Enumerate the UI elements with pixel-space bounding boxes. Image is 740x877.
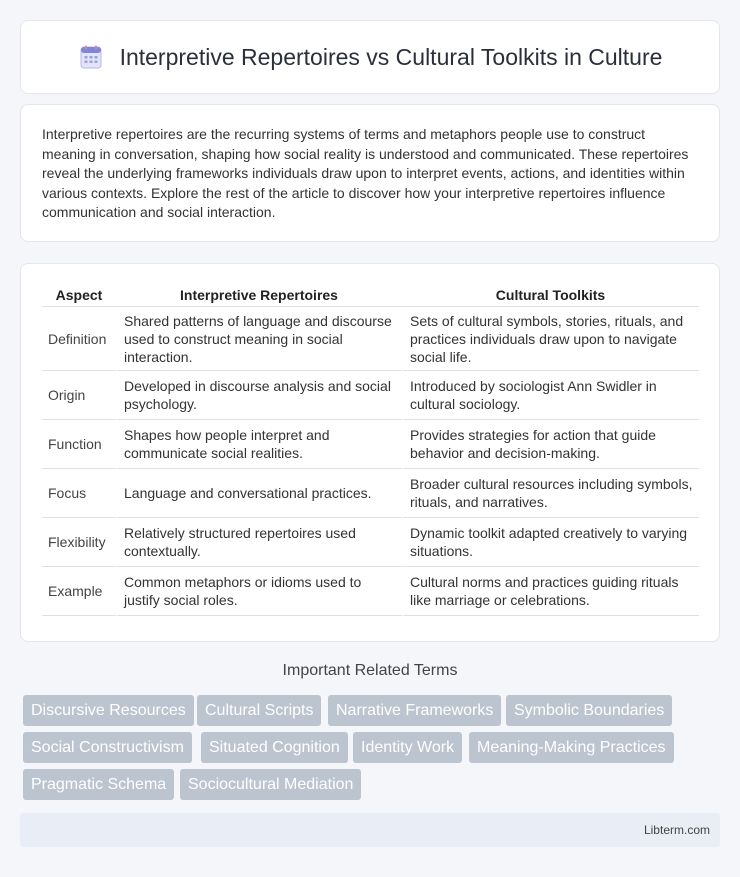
comparison-table <box>42 284 699 616</box>
row-toolkit: Provides strategies for action that guide behavior and decision-making. <box>402 420 699 469</box>
tag-meaning-making-practices[interactable]: Meaning-Making Practices <box>469 732 674 763</box>
row-aspect: Focus <box>42 469 116 518</box>
tag-cultural-scripts[interactable]: Cultural Scripts <box>197 695 321 726</box>
row-aspect: Definition <box>42 307 116 371</box>
table-row <box>42 307 699 371</box>
row-aspect: Origin <box>42 371 116 420</box>
row-toolkit: Dynamic toolkit adapted creatively to varying situations. <box>402 518 699 567</box>
header-interpretive-repertoires: Interpretive Repertoires <box>116 284 402 307</box>
page-title: Interpretive Repertoires vs Cultural Toolkits in Culture <box>119 43 663 70</box>
tag-pragmatic-schema[interactable]: Pragmatic Schema <box>23 769 174 800</box>
row-aspect: Function <box>42 420 116 469</box>
row-toolkit: Broader cultural resources including symbols, rituals, and narratives. <box>402 469 699 518</box>
tag-symbolic-boundaries[interactable]: Symbolic Boundaries <box>506 695 672 726</box>
tag-situated-cognition[interactable]: Situated Cognition <box>201 732 348 763</box>
tag-narrative-frameworks[interactable]: Narrative Frameworks <box>328 695 501 726</box>
tag-social-constructivism[interactable]: Social Constructivism <box>23 732 192 763</box>
row-interpretive: Shapes how people interpret and communicate social realities. <box>116 420 402 469</box>
row-toolkit: Introduced by sociologist Ann Swidler in cultural sociology. <box>402 371 699 420</box>
document-grid-icon <box>78 44 104 70</box>
tag-identity-work[interactable]: Identity Work <box>353 732 462 763</box>
row-interpretive: Shared patterns of language and discourse used to construct meaning in social interaction. <box>116 307 402 371</box>
header-aspect: Aspect <box>42 284 116 307</box>
table-row <box>42 371 699 420</box>
intro-card <box>20 104 720 242</box>
table-row <box>42 567 699 616</box>
table-row <box>42 518 699 567</box>
intro-paragraph: Interpretive repertoires are the recurring systems of terms and metaphors people use to construct meaning in conversation, shaping how social reality is understood and communicated. These repertoires reveal the underlying frameworks individuals draw upon to interpret events, actions, and identities within various contexts. Explore the rest of the article to discover how your interpretive repertoires influence communication and social interaction. <box>42 126 689 221</box>
row-toolkit: Sets of cultural symbols, stories, rituals, and practices individuals draw upon to navigate social life. <box>402 307 699 371</box>
row-aspect: Flexibility <box>42 518 116 567</box>
row-interpretive: Developed in discourse analysis and social psychology. <box>116 371 402 420</box>
tag-sociocultural-mediation[interactable]: Sociocultural Mediation <box>180 769 361 800</box>
comparison-card <box>20 263 720 642</box>
row-toolkit: Cultural norms and practices guiding rituals like marriage or celebrations. <box>402 567 699 616</box>
footer-bar <box>20 813 720 847</box>
related-terms-title: Important Related Terms <box>282 662 458 679</box>
table-row <box>42 420 699 469</box>
table-row <box>42 469 699 518</box>
row-interpretive: Common metaphors or idioms used to justify social roles. <box>116 567 402 616</box>
row-interpretive: Language and conversational practices. <box>116 469 402 518</box>
table-header-row <box>42 284 699 307</box>
row-aspect: Example <box>42 567 116 616</box>
header-cultural-toolkits: Cultural Toolkits <box>402 284 699 307</box>
title-card <box>20 20 720 94</box>
row-interpretive: Relatively structured repertoires used contextually. <box>116 518 402 567</box>
footer-brand-link[interactable]: Libterm.com <box>643 823 710 837</box>
tag-discursive-resources[interactable]: Discursive Resources <box>23 695 194 726</box>
